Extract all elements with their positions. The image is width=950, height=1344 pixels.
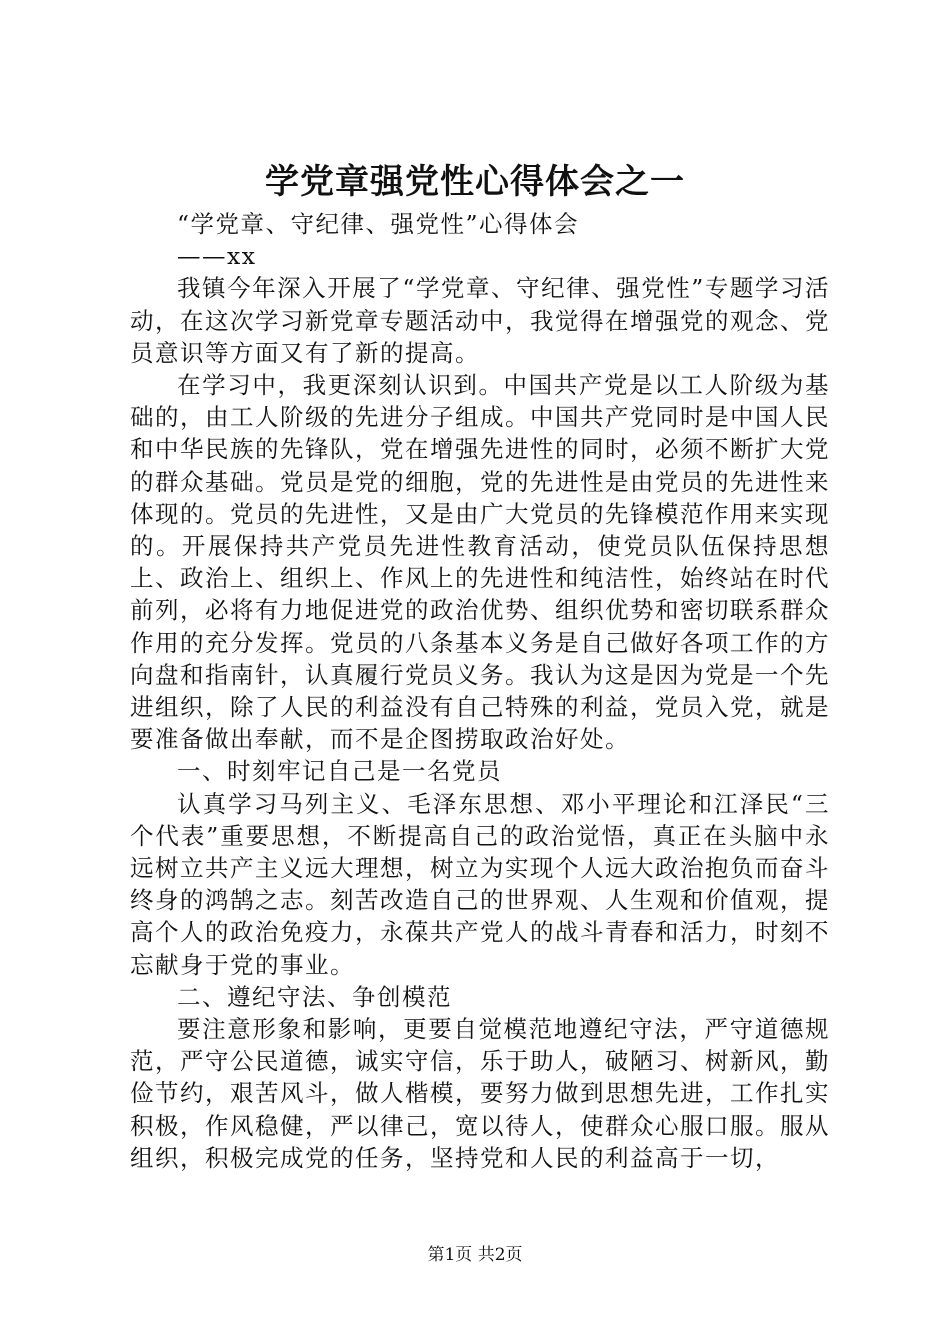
page-footer: 第1页 共2页: [427, 1245, 523, 1265]
subtitle: “学党章、守纪律、强党性”心得体会: [177, 210, 580, 238]
section-heading: 二、遵纪守法、争创模范: [177, 982, 452, 1011]
author-line: ——xx: [177, 242, 257, 271]
document-body: [130, 208, 830, 1174]
paragraph: 在学习中，我更深刻认识到。中国共产党是以工人阶级为基础的，由工人阶级的先进分子组成。中国共产党同时是中国人民和中华民族的先锋队，党在增强先进性的同时，必须不断扩大党的群众基础。党员是党的细胞，党的先进性是由党员的先进性来体现的。党员的先进性，又是由广大党员的先锋模范作用来实现的。开展保持共产党员先进性教育活动，使党员队伍保持思想上、政治上、组织上、作风上的先进性和纯洁性，始终站在时代前列，必将有力地促进党的政治优势、组织优势和密切联系群众作用的充分发挥。党员的八条基本义务是自己做好各项工作的方向盘和指南针，认真履行党员义务。我认为这是因为党是一个先进组织，除了人民的利益没有自己特殊的利益，党员入党，就是要准备做出奉献，而不是企图捞取政治好处。: [130, 371, 830, 754]
document-title: 学党章强党性心得体会之一: [265, 162, 685, 202]
section-heading: 一、时刻牢记自己是一名党员: [177, 757, 502, 786]
paragraph: 我镇今年深入开展了“学党章、守纪律、强党性”专题学习活动，在这次学习新党章专题活动中，我觉得在增强党的观念、党员意识等方面又有了新的提高。: [130, 274, 830, 367]
paragraph: 要注意形象和影响，更要自觉模范地遵纪守法，严守道德规范，严守公民道德，诚实守信，乐于助人，破陋习、树新风，勤俭节约，艰苦风斗，做人楷模，要努力做到思想先进，工作扎实积极，作风稳健，严以律己，宽以待人，使群众心服口服。服从组织，积极完成党的任务，坚持党和人民的利益高于一切，: [130, 1015, 830, 1172]
paragraph: 认真学习马列主义、毛泽东思想、邓小平理论和江泽民“三个代表”重要思想，不断提高自己的政治觉悟，真正在头脑中永远树立共产主义远大理想，树立为实现个人远大政治抱负而奋斗终身的鸿鹄之志。刻苦改造自己的世界观、人生观和价值观，提高个人的政治免疫力，永葆共产党人的战斗青春和活力，时刻不忘献身于党的事业。: [130, 789, 830, 979]
